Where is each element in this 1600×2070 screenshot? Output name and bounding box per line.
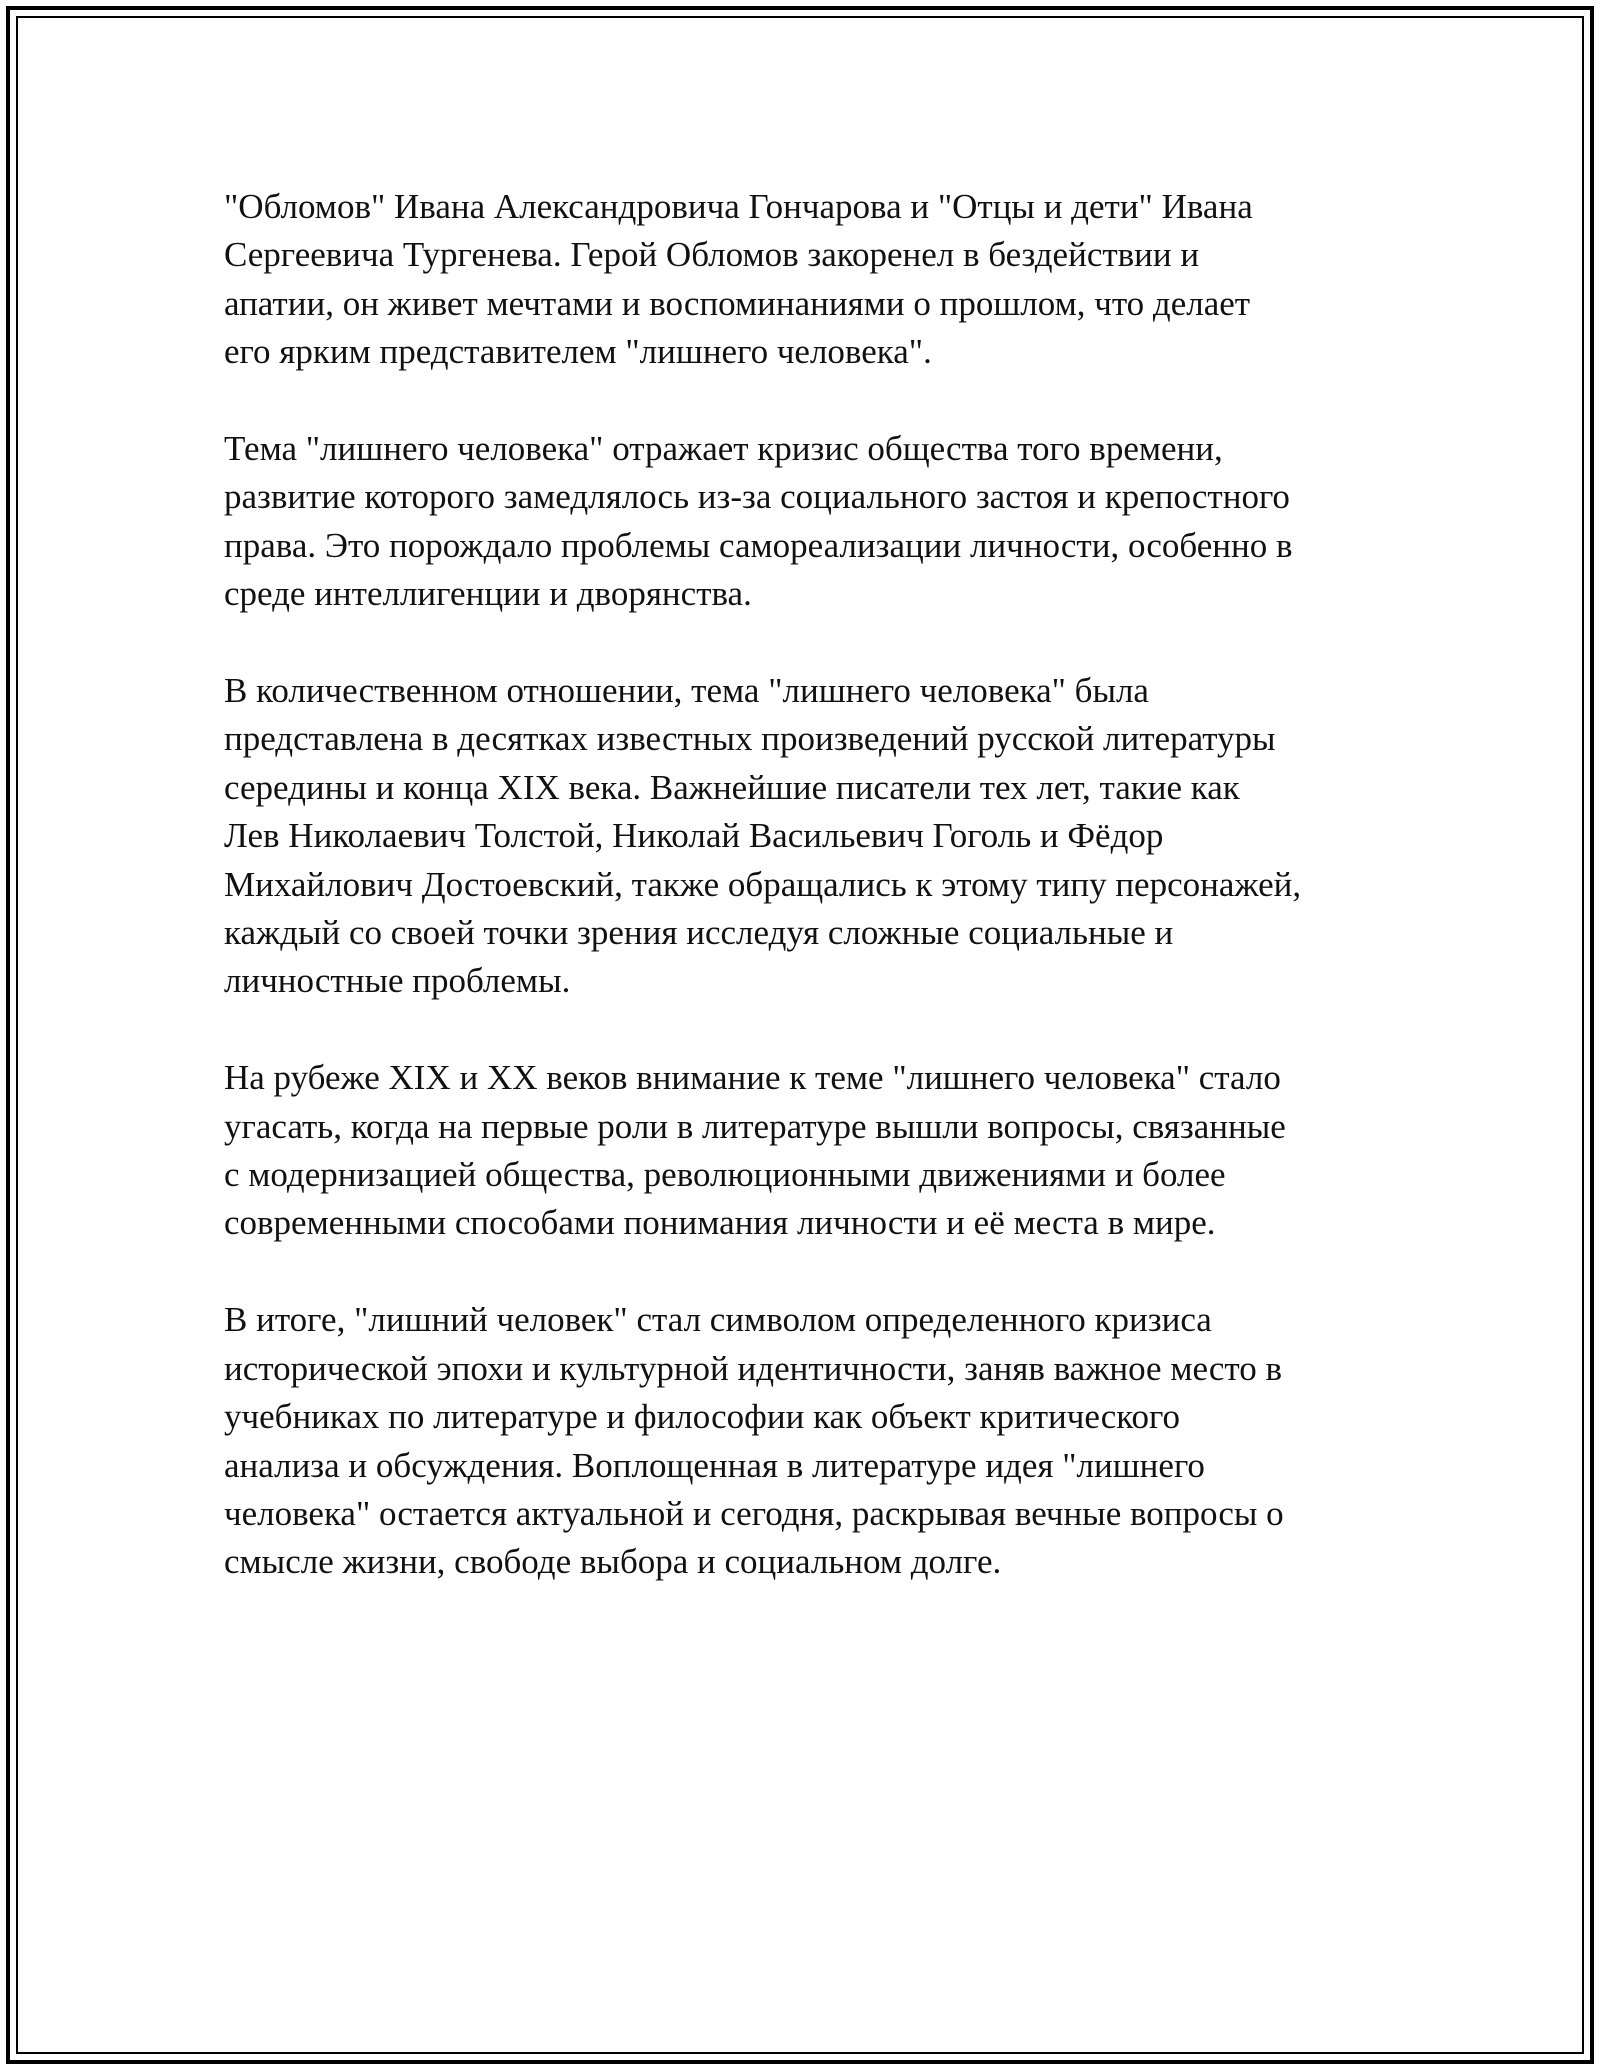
paragraph-2: Тема "лишнего человека" отражает кризис общества того времени, развитие которого замедлялось из-за социального застоя и крепостного права. Это порождало проблемы самореализации личности, особенно в среде интеллигенции и дворянства. [224, 429, 1293, 614]
document-body [224, 183, 1424, 1635]
paragraph-5: В итоге, "лишний человек" стал символом определенного кризиса исторической эпохи и культурной идентичности, заняв важное место в учебниках по литературе и философии как объект критического анализа и обсуждения. Воплощенная в литературе идея "лишнего человека" остается актуальной и сегодня, раскрывая вечные вопросы о смысле жизни, свободе выбора и социальном долге. [224, 1300, 1284, 1582]
paragraph-4: На рубеже XIX и XX веков внимание к теме "лишнего человека" стало угасать, когда на первые роли в литературе вышли вопросы, связанные с модернизацией общества, революционными движениями и более современными способами понимания личности и её места в мире. [224, 1058, 1286, 1243]
paragraph-3: В количественном отношении, тема "лишнего человека" была представлена в десятках известных произведений русской литературы середины и конца XIX века. Важнейшие писатели тех лет, такие как Лев Николаевич Толстой, Николай Васильевич Гоголь и Фёдор Михайлович Достоевский, также обращались к этому типу персонажей, каждый со своей точки зрения исследуя сложные социальные и личностные проблемы. [224, 671, 1302, 1001]
paragraph-1: "Обломов" Ивана Александровича Гончарова и "Отцы и дети" Ивана Сергеевича Тургенева. Герой Обломов закоренел в бездействии и апатии, он живет мечтами и воспоминаниями о прошлом, что делает его ярким представителем "лишнего человека". [224, 187, 1253, 372]
